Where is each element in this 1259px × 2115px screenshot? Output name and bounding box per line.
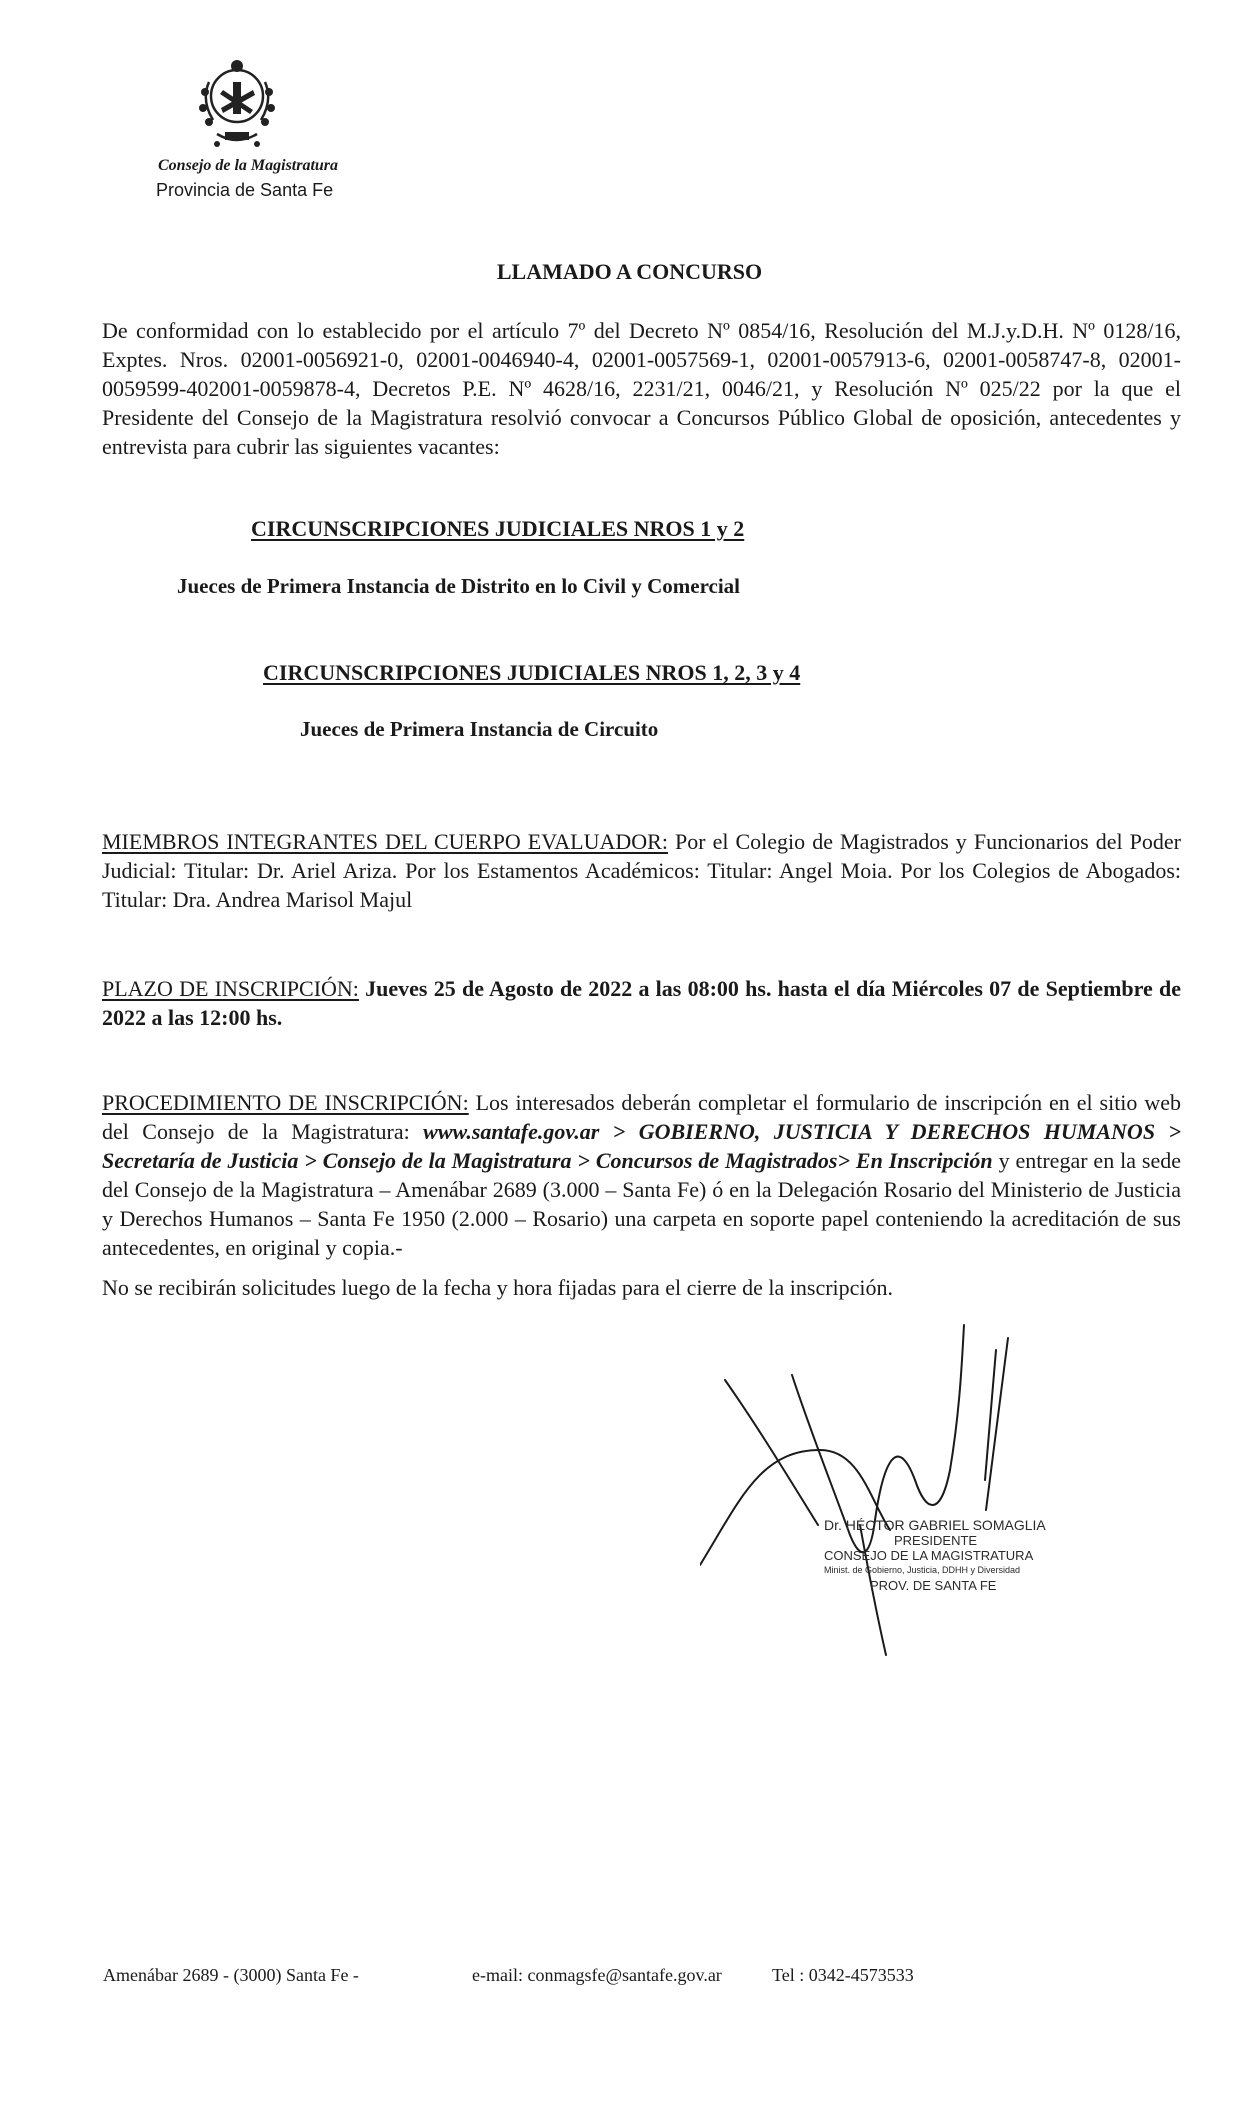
section-position-1: Jueces de Primera Instancia de Distrito en lo Civil y Comercial	[177, 574, 741, 598]
website-path-4: > Concursos de Magistrados	[571, 1148, 838, 1173]
evaluadores-text: Por el Colegio de Magistrados y Funcionarios del Poder Judicial: Titular: Dr. Ariel Ariza. Por los Estamentos Académicos: Titular: Angel Moia. Por los Colegios de Abogados: Titular: Dra. Andrea Marisol Majul	[102, 829, 1181, 912]
plazo-paragraph	[102, 974, 1181, 1032]
website-path-3: > Consejo de la Magistratura	[298, 1148, 572, 1173]
stamp-province: PROV. DE SANTA FE	[870, 1578, 997, 1593]
plazo-text: Jueves 25 de Agosto de 2022 a las 08:00 hs. hasta el día Miércoles 07 de Septiembre de 2022 a las 12:00 hs.	[102, 976, 1181, 1030]
stamp-title: PRESIDENTE	[894, 1533, 978, 1548]
procedimiento-label: PROCEDIMIENTO DE INSCRIPCIÓN:	[102, 1090, 469, 1115]
document-title: LLAMADO A CONCURSO	[496, 259, 763, 284]
website-path-5: > En Inscripción	[837, 1148, 993, 1173]
footer-email: e-mail: conmagsfe@santafe.gov.ar	[472, 1965, 722, 1985]
procedimiento-paragraph	[102, 1088, 1181, 1262]
section-position-2: Jueces de Primera Instancia de Circuito	[300, 717, 659, 741]
website-link[interactable]: www.santafe.gov.ar	[423, 1119, 600, 1144]
section-heading-2: CIRCUNSCRIPCIONES JUDICIALES NROS 1, 2, 3 y 4	[263, 660, 801, 685]
website-path-2: > Secretaría de Justicia	[102, 1119, 1181, 1173]
footer-phone: Tel : 0342-4573533	[772, 1965, 914, 1985]
procedimiento-text-2: y entregar en la sede del Consejo de la Magistratura – Amenábar 2689 (3.000 – Santa Fe) ó en la Delegación Rosario del Ministerio de Justicia y Derechos Humanos – Santa Fe 1950 (2.000 – Rosario) una carpeta en soporte papel conteniendo la acreditación de sus antecedentes, en original y copia.-	[102, 1148, 1181, 1260]
section-heading-1: CIRCUNSCRIPCIONES JUDICIALES NROS 1 y 2	[251, 516, 745, 541]
plazo-label: PLAZO DE INSCRIPCIÓN:	[102, 976, 359, 1001]
website-path-1: > GOBIERNO, JUSTICIA Y DERECHOS HUMANOS	[599, 1119, 1156, 1144]
stamp-org: CONSEJO DE LA MAGISTRATURA	[824, 1548, 1034, 1563]
org-name: Consejo de la Magistratura	[158, 157, 339, 174]
signature-icon	[700, 1320, 1080, 1660]
provincial-seal-icon	[186, 52, 288, 152]
stamp-ministry: Minist. de Gobierno, Justicia, DDHH y Diversidad	[824, 1565, 1021, 1575]
evaluadores-label: MIEMBROS INTEGRANTES DEL CUERPO EVALUADOR:	[102, 829, 668, 854]
intro-paragraph: De conformidad con lo establecido por el artículo 7º del Decreto Nº 0854/16, Resolución del M.J.y.D.H. Nº 0128/16, Exptes. Nros. 02001-0056921-0, 02001-0046940-4, 02001-0057569-1, 02001-0057913-6, 02001-0058747-8, 02001-0059599-402001-0059878-4, Decretos P.E. Nº 4628/16, 2231/21, 0046/21, y Resolución Nº 025/22 por la que el Presidente del Consejo de la Magistratura resolvió convocar a Concursos Público Global de oposición, antecedentes y entrevista para cubrir las siguientes vacantes:	[102, 318, 1181, 459]
org-province: Provincia de Santa Fe	[156, 180, 334, 200]
closing-paragraph: No se recibirán solicitudes luego de la fecha y hora fijadas para el cierre de la inscripción.	[102, 1275, 894, 1300]
stamp-name: Dr. HÉCTOR GABRIEL SOMAGLIA	[824, 1517, 1046, 1533]
procedimiento-text-1: Los interesados deberán completar el formulario de inscripción en el sitio web del Consejo de la Magistratura:	[102, 1090, 1181, 1144]
footer-address: Amenábar 2689 - (3000) Santa Fe -	[103, 1965, 359, 1985]
evaluadores-paragraph	[102, 827, 1181, 914]
official-stamp	[824, 1518, 1046, 1593]
